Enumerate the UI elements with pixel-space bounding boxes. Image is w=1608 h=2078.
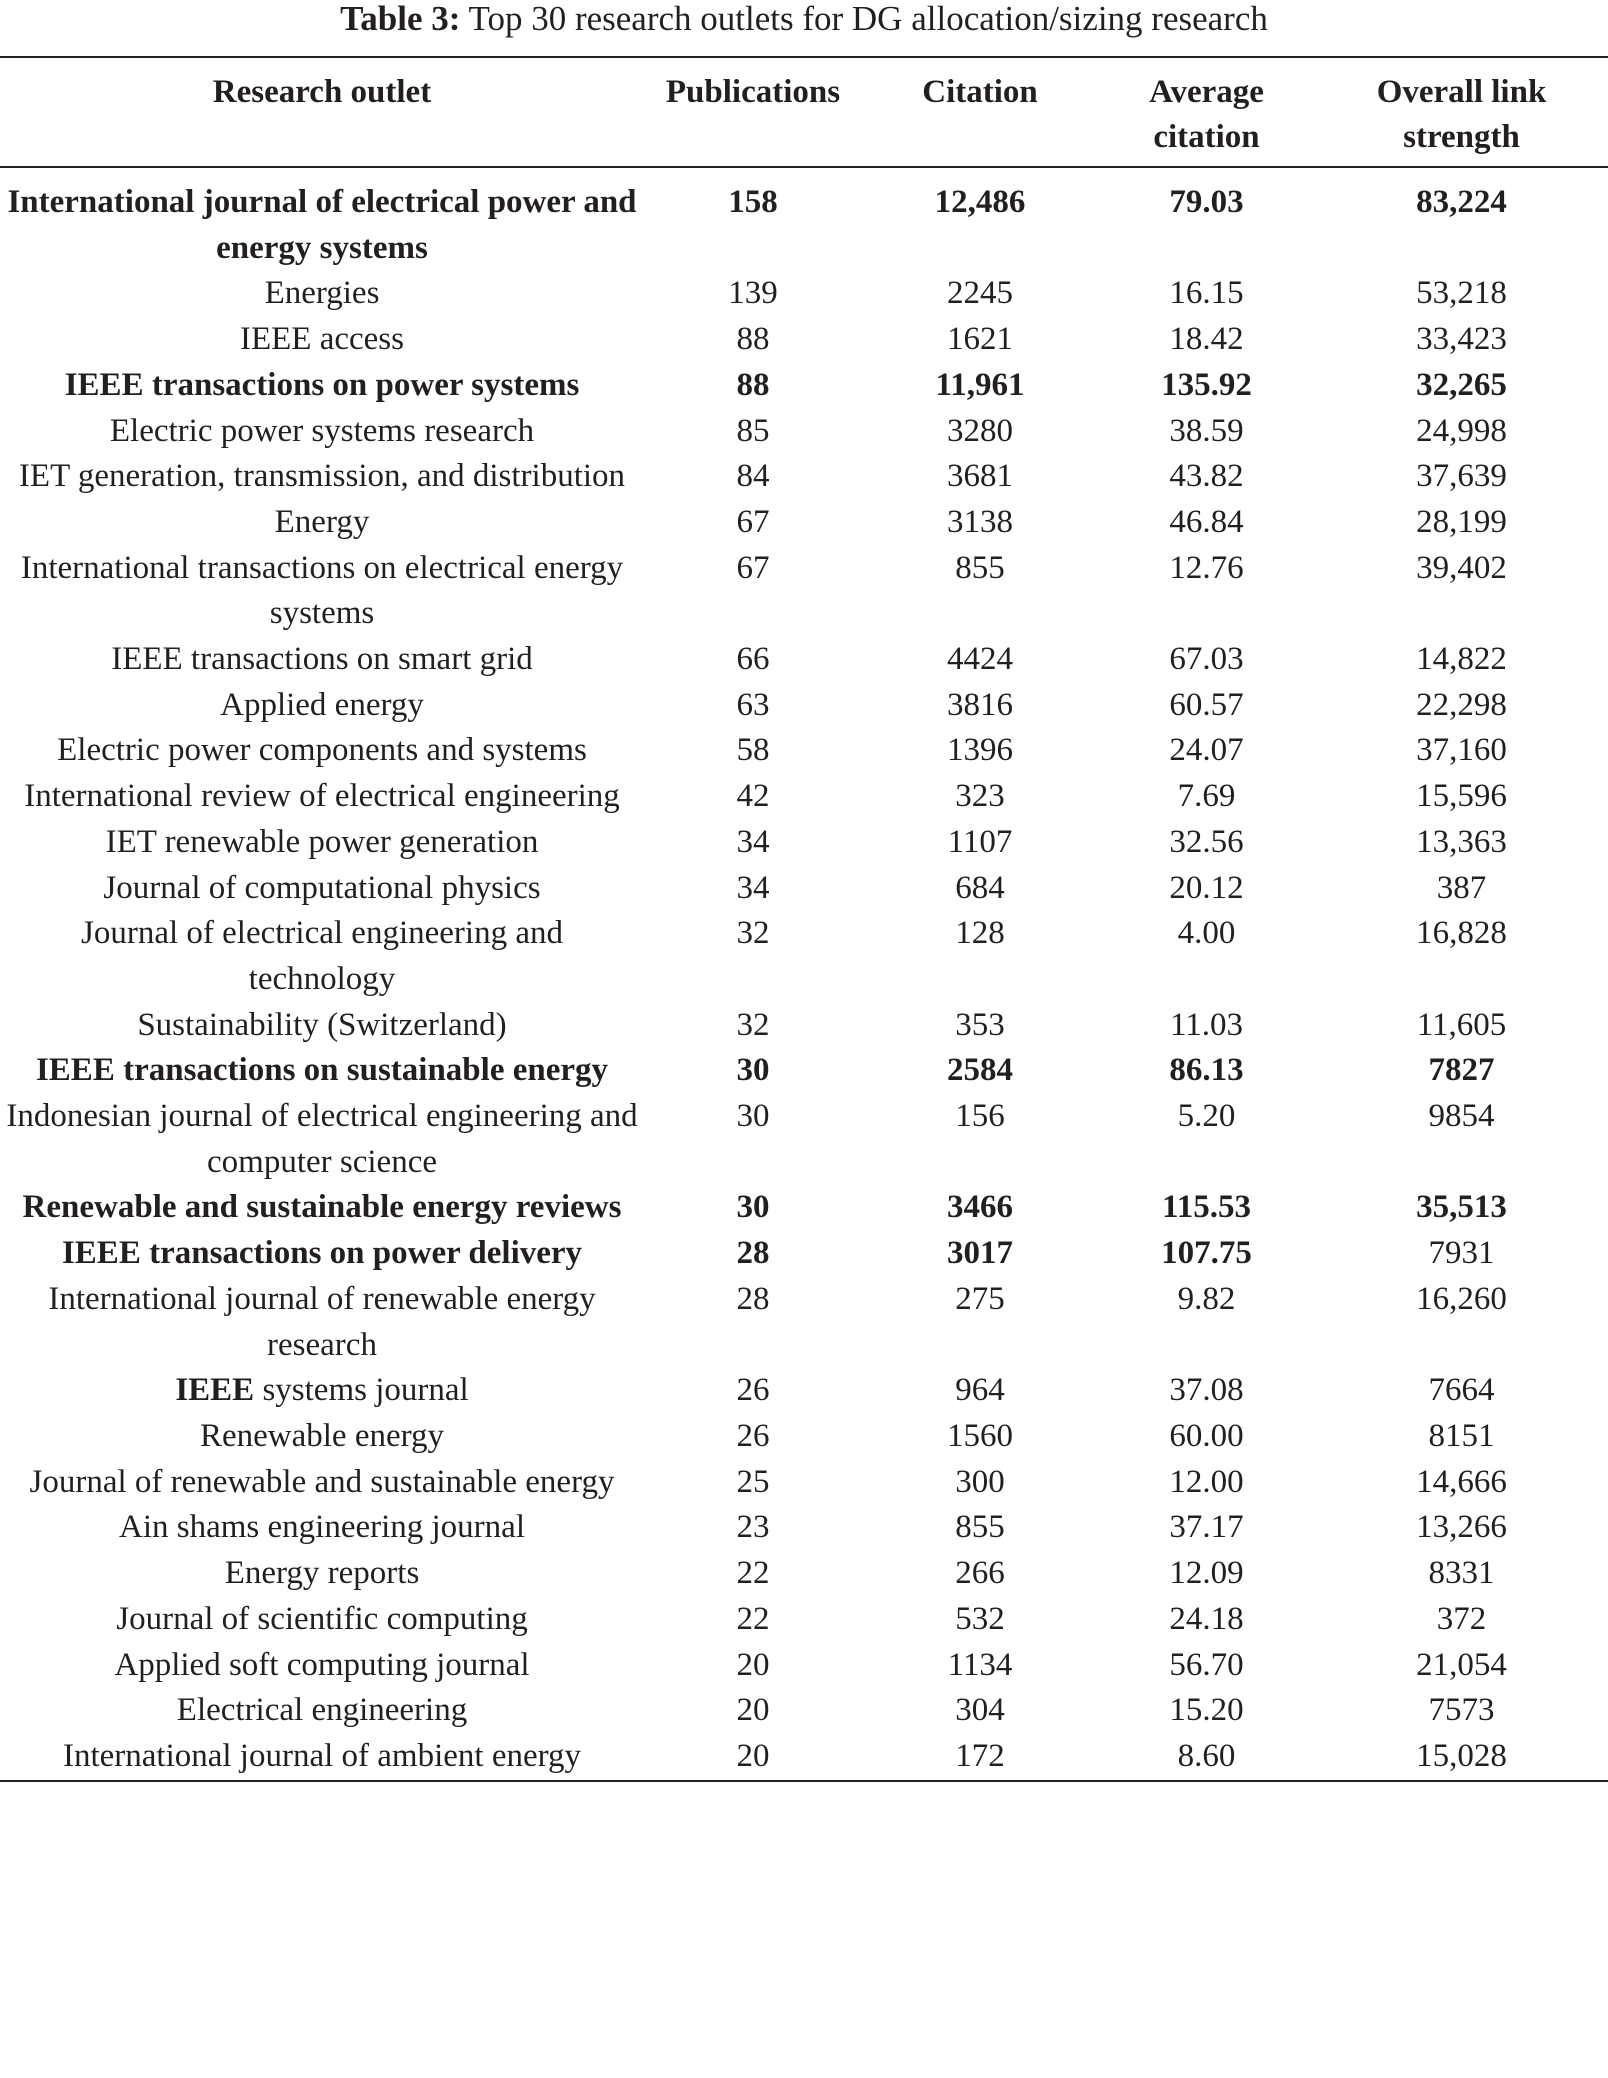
table-row bbox=[0, 637, 1608, 683]
average-citation-cell: 15.20 bbox=[1169, 1692, 1244, 1729]
table-row bbox=[0, 1688, 1608, 1734]
publications-cell: 158 bbox=[728, 184, 778, 220]
average-citation-cell: 32.56 bbox=[1169, 823, 1244, 860]
table-row bbox=[0, 774, 1608, 820]
publications-cell: 66 bbox=[736, 641, 770, 678]
publications-cell: 28 bbox=[736, 1280, 770, 1317]
header-average-citation: Average citation bbox=[1098, 57, 1315, 167]
average-citation-cell: 37.17 bbox=[1169, 1509, 1244, 1546]
link-strength-cell: 37,160 bbox=[1416, 732, 1507, 769]
outlet-cell: IEEE transactions on smart grid bbox=[111, 641, 533, 678]
table-row bbox=[0, 1460, 1608, 1506]
outlet-cell: IEEE transactions on sustainable energy bbox=[35, 1052, 609, 1089]
citation-cell: 532 bbox=[955, 1600, 1005, 1637]
citation-cell: 353 bbox=[955, 1006, 1005, 1043]
header-citation: Citation bbox=[862, 57, 1098, 167]
link-strength-cell: 11,605 bbox=[1416, 1006, 1507, 1043]
link-strength-cell: 387 bbox=[1436, 869, 1487, 906]
table-row bbox=[0, 728, 1608, 774]
citation-cell: 275 bbox=[955, 1280, 1005, 1317]
citation-cell: 2245 bbox=[947, 275, 1013, 312]
citation-cell: 1107 bbox=[947, 823, 1013, 860]
average-citation-cell: 4.00 bbox=[1177, 915, 1236, 952]
link-strength-cell: 16,828 bbox=[1416, 915, 1507, 952]
link-strength-cell: 28,199 bbox=[1416, 503, 1507, 540]
publications-cell: 42 bbox=[736, 778, 770, 815]
citation-cell: 1134 bbox=[947, 1646, 1013, 1683]
outlet-cell: IEEE transactions on power delivery bbox=[61, 1235, 583, 1272]
citation-cell: 156 bbox=[955, 1098, 1005, 1135]
citation-cell: 3017 bbox=[947, 1235, 1013, 1272]
publications-cell: 30 bbox=[736, 1098, 770, 1135]
table-row bbox=[0, 271, 1608, 317]
table-row bbox=[0, 409, 1608, 455]
outlet-cell: Energies bbox=[264, 275, 380, 312]
publications-cell: 139 bbox=[728, 275, 778, 312]
citation-cell: 11,961 bbox=[935, 366, 1025, 403]
citation-cell: 1396 bbox=[947, 732, 1013, 769]
outlet-cell: IEEE access bbox=[240, 321, 404, 358]
publications-cell: 28 bbox=[736, 1235, 770, 1272]
citation-cell: 266 bbox=[955, 1555, 1005, 1592]
citation-cell: 300 bbox=[955, 1463, 1005, 1500]
link-strength-cell: 22,298 bbox=[1416, 686, 1507, 723]
average-citation-cell: 38.59 bbox=[1169, 412, 1244, 449]
citation-cell: 1621 bbox=[947, 321, 1013, 358]
average-citation-cell: 115.53 bbox=[1162, 1189, 1251, 1226]
table-row bbox=[0, 683, 1608, 729]
publications-cell: 20 bbox=[736, 1737, 770, 1774]
publications-cell: 34 bbox=[736, 823, 770, 860]
publications-cell: 32 bbox=[736, 915, 770, 952]
citation-cell: 172 bbox=[955, 1737, 1005, 1774]
publications-cell: 67 bbox=[736, 549, 770, 586]
outlet-cell: Electric power components and systems bbox=[57, 732, 587, 769]
citation-cell: 684 bbox=[955, 869, 1005, 906]
average-citation-cell: 5.20 bbox=[1177, 1098, 1236, 1135]
outlet-cell: Journal of scientific computing bbox=[116, 1600, 528, 1637]
link-strength-cell: 14,822 bbox=[1416, 641, 1507, 678]
table-row bbox=[0, 1551, 1608, 1597]
outlet-cell: IEEE transactions on power systems bbox=[64, 366, 580, 403]
outlet-cell: International journal of ambient energy bbox=[62, 1737, 582, 1774]
average-citation-cell: 86.13 bbox=[1169, 1052, 1244, 1089]
publications-cell: 26 bbox=[736, 1417, 770, 1454]
publications-cell: 22 bbox=[736, 1555, 770, 1592]
average-citation-cell: 46.84 bbox=[1169, 503, 1244, 540]
link-strength-cell: 32,265 bbox=[1416, 366, 1507, 403]
average-citation-cell: 12.00 bbox=[1169, 1463, 1244, 1500]
average-citation-cell: 43.82 bbox=[1169, 458, 1244, 495]
link-strength-cell: 21,054 bbox=[1416, 1646, 1507, 1683]
average-citation-cell: 7.69 bbox=[1177, 778, 1236, 815]
average-citation-cell: 12.09 bbox=[1169, 1555, 1244, 1592]
table-row bbox=[0, 911, 1608, 1002]
table-caption bbox=[0, 0, 1608, 56]
publications-cell: 20 bbox=[736, 1692, 770, 1729]
citation-cell: 3138 bbox=[947, 503, 1013, 540]
link-strength-cell: 15,596 bbox=[1416, 778, 1507, 815]
table-row bbox=[0, 500, 1608, 546]
research-outlets-table bbox=[0, 56, 1608, 1782]
average-citation-cell: 11.03 bbox=[1169, 1006, 1244, 1043]
outlet-cell: Renewable and sustainable energy reviews bbox=[22, 1189, 622, 1226]
citation-cell: 1560 bbox=[947, 1417, 1013, 1454]
citation-cell: 3681 bbox=[947, 458, 1013, 495]
publications-cell: 63 bbox=[736, 686, 770, 723]
average-citation-cell: 24.18 bbox=[1169, 1600, 1244, 1637]
table-row bbox=[0, 1003, 1608, 1049]
table-row bbox=[0, 1368, 1608, 1414]
publications-cell: 30 bbox=[736, 1052, 770, 1089]
average-citation-cell: 16.15 bbox=[1169, 275, 1244, 312]
publications-cell: 67 bbox=[736, 503, 770, 540]
citation-cell: 323 bbox=[955, 778, 1005, 815]
link-strength-cell: 14,666 bbox=[1416, 1463, 1507, 1500]
publications-cell: 88 bbox=[736, 366, 770, 403]
publications-cell: 34 bbox=[736, 869, 770, 906]
link-strength-cell: 13,363 bbox=[1416, 823, 1507, 860]
link-strength-cell: 372 bbox=[1436, 1600, 1487, 1637]
outlet-cell: Ain shams engineering journal bbox=[119, 1509, 525, 1546]
average-citation-cell: 9.82 bbox=[1177, 1280, 1236, 1317]
header-overall-link-strength: Overall link strength bbox=[1315, 57, 1608, 167]
link-strength-cell: 7931 bbox=[1428, 1235, 1495, 1272]
link-strength-cell: 15,028 bbox=[1416, 1737, 1507, 1774]
outlet-cell: Applied energy bbox=[220, 686, 424, 723]
outlet-cell: Energy reports bbox=[224, 1555, 420, 1592]
table-row bbox=[0, 866, 1608, 912]
outlet-cell: Electric power systems research bbox=[109, 412, 535, 449]
publications-cell: 85 bbox=[736, 412, 770, 449]
average-citation-cell: 24.07 bbox=[1169, 732, 1244, 769]
outlet-cell: Indonesian journal of electrical engineering and computer science bbox=[6, 1098, 638, 1180]
average-citation-cell: 56.70 bbox=[1169, 1646, 1244, 1683]
outlet-cell bbox=[0, 1368, 644, 1414]
link-strength-cell: 7827 bbox=[1428, 1052, 1495, 1089]
header-publications: Publications bbox=[644, 57, 862, 167]
citation-cell: 128 bbox=[955, 915, 1005, 952]
citation-cell: 2584 bbox=[947, 1052, 1013, 1089]
table-row bbox=[0, 1505, 1608, 1551]
caption-label: Table 3: bbox=[340, 0, 461, 38]
outlet-cell: Applied soft computing journal bbox=[114, 1646, 530, 1683]
link-strength-cell: 53,218 bbox=[1416, 275, 1507, 312]
outlet-cell: Journal of computational physics bbox=[103, 869, 541, 906]
publications-cell: 22 bbox=[736, 1600, 770, 1637]
publications-cell: 88 bbox=[736, 321, 770, 358]
citation-cell: 964 bbox=[955, 1372, 1005, 1409]
publications-cell: 26 bbox=[736, 1372, 770, 1409]
table-row bbox=[0, 454, 1608, 500]
outlet-bold-part: IEEE bbox=[175, 1372, 255, 1409]
table-row bbox=[0, 1094, 1608, 1185]
table-row bbox=[0, 1414, 1608, 1460]
citation-cell: 4424 bbox=[947, 641, 1013, 678]
outlet-cell: International review of electrical engineering bbox=[24, 778, 620, 815]
average-citation-cell: 60.00 bbox=[1169, 1417, 1244, 1454]
table-row bbox=[0, 1597, 1608, 1643]
outlet-cell: IET renewable power generation bbox=[105, 823, 539, 860]
average-citation-cell: 37.08 bbox=[1169, 1372, 1244, 1409]
link-strength-cell: 24,998 bbox=[1416, 412, 1507, 449]
publications-cell: 25 bbox=[736, 1463, 770, 1500]
outlet-cell: IET generation, transmission, and distribution bbox=[18, 458, 626, 495]
average-citation-cell: 135.92 bbox=[1161, 366, 1252, 403]
link-strength-cell: 13,266 bbox=[1416, 1509, 1507, 1546]
citation-cell: 3466 bbox=[947, 1189, 1013, 1226]
average-citation-cell: 20.12 bbox=[1169, 869, 1244, 906]
outlet-cell: Energy bbox=[274, 503, 370, 540]
outlet-cell: Journal of electrical engineering and technology bbox=[81, 915, 563, 997]
link-strength-cell: 16,260 bbox=[1416, 1280, 1507, 1317]
outlet-cell: International transactions on electrical energy systems bbox=[20, 549, 624, 632]
average-citation-cell: 8.60 bbox=[1177, 1737, 1236, 1774]
publications-cell: 58 bbox=[736, 732, 770, 769]
link-strength-cell: 7664 bbox=[1428, 1372, 1495, 1409]
average-citation-cell: 67.03 bbox=[1169, 641, 1244, 678]
publications-cell: 30 bbox=[736, 1189, 770, 1226]
header-outlet: Research outlet bbox=[0, 57, 644, 167]
average-citation-cell: 79.03 bbox=[1169, 184, 1244, 220]
average-citation-cell: 18.42 bbox=[1169, 321, 1244, 358]
table-row bbox=[0, 1734, 1608, 1781]
link-strength-cell: 8151 bbox=[1428, 1417, 1495, 1454]
table-row bbox=[0, 1048, 1608, 1094]
outlet-rest-part: systems journal bbox=[254, 1372, 469, 1409]
link-strength-cell: 37,639 bbox=[1416, 458, 1507, 495]
publications-cell: 32 bbox=[736, 1006, 770, 1043]
citation-cell: 304 bbox=[955, 1692, 1005, 1729]
caption-text: Top 30 research outlets for DG allocation/sizing research bbox=[468, 0, 1268, 38]
table-row bbox=[0, 1643, 1608, 1689]
table-row bbox=[0, 1185, 1608, 1231]
publications-cell: 20 bbox=[736, 1646, 770, 1683]
average-citation-cell: 60.57 bbox=[1169, 686, 1244, 723]
outlet-cell: Electrical engineering bbox=[176, 1692, 468, 1729]
link-strength-cell: 83,224 bbox=[1416, 184, 1507, 220]
link-strength-cell: 9854 bbox=[1428, 1098, 1495, 1135]
average-citation-cell: 12.76 bbox=[1169, 549, 1244, 586]
link-strength-cell: 7573 bbox=[1428, 1692, 1495, 1729]
citation-cell: 3280 bbox=[947, 412, 1013, 449]
link-strength-cell: 33,423 bbox=[1416, 321, 1507, 358]
average-citation-cell: 107.75 bbox=[1161, 1235, 1252, 1272]
publications-cell: 23 bbox=[736, 1509, 770, 1546]
link-strength-cell: 8331 bbox=[1428, 1555, 1495, 1592]
citation-cell: 855 bbox=[955, 1509, 1005, 1546]
outlet-cell: Journal of renewable and sustainable energy bbox=[29, 1463, 615, 1500]
outlet-cell: Sustainability (Switzerland) bbox=[137, 1006, 507, 1043]
table-row bbox=[0, 1277, 1608, 1368]
outlet-cell: International journal of renewable energy research bbox=[48, 1280, 596, 1363]
outlet-cell: Renewable energy bbox=[199, 1417, 445, 1454]
citation-cell: 3816 bbox=[947, 686, 1013, 723]
citation-cell: 12,486 bbox=[934, 184, 1026, 220]
link-strength-cell: 35,513 bbox=[1416, 1189, 1507, 1226]
table-row bbox=[0, 167, 1608, 271]
table-row bbox=[0, 363, 1608, 409]
table-row bbox=[0, 1231, 1608, 1277]
citation-cell: 855 bbox=[955, 549, 1005, 586]
table-row bbox=[0, 546, 1608, 637]
table-row bbox=[0, 317, 1608, 363]
header-row bbox=[0, 57, 1608, 167]
publications-cell: 84 bbox=[736, 458, 770, 495]
table-row bbox=[0, 820, 1608, 866]
link-strength-cell: 39,402 bbox=[1416, 549, 1507, 586]
outlet-cell: International journal of electrical power and energy systems bbox=[7, 184, 637, 266]
